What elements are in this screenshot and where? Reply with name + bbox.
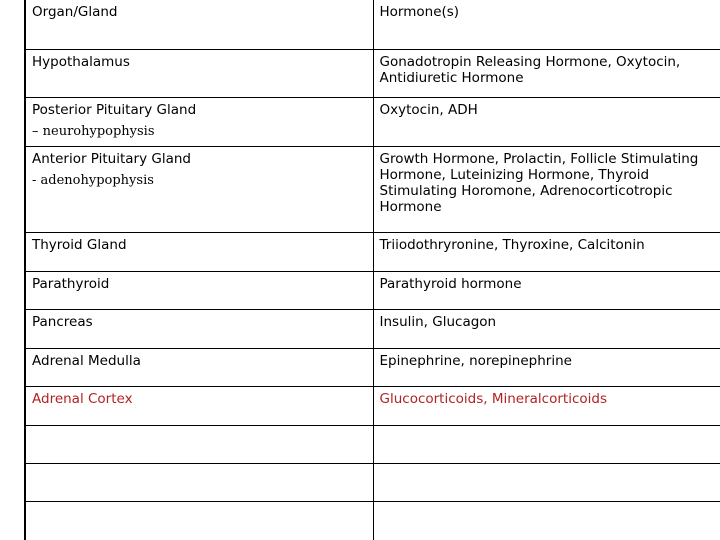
organ-cell bbox=[25, 147, 373, 233]
organ-name: Hypothalamus bbox=[32, 54, 130, 70]
table-row bbox=[25, 147, 720, 233]
organ-cell bbox=[25, 387, 373, 426]
organ-name: Pancreas bbox=[32, 314, 93, 330]
table-header-row bbox=[25, 0, 720, 50]
hormone-list: Oxytocin, ADH bbox=[379, 102, 478, 118]
table-row bbox=[25, 310, 720, 349]
hormone-list: Triiodothryronine, Thyroxine, Calcitonin bbox=[379, 237, 645, 253]
hormone-list: Parathyroid hormone bbox=[379, 276, 522, 292]
empty-cell bbox=[373, 464, 720, 502]
table-row bbox=[25, 233, 720, 272]
empty-row bbox=[25, 464, 720, 502]
empty-cell bbox=[25, 464, 373, 502]
hormone-cell bbox=[373, 387, 720, 426]
empty-cell bbox=[25, 502, 373, 540]
organ-cell bbox=[25, 233, 373, 272]
table-row-highlighted bbox=[25, 387, 720, 426]
header-organ-label: Organ/Gland bbox=[32, 4, 118, 20]
organ-subtitle: – neurohypophysis bbox=[32, 124, 155, 139]
organ-name: Posterior Pituitary Gland bbox=[32, 102, 197, 118]
organ-cell bbox=[25, 272, 373, 310]
hormone-cell bbox=[373, 272, 720, 310]
empty-row bbox=[25, 502, 720, 540]
table-row bbox=[25, 349, 720, 387]
organ-name: Anterior Pituitary Gland bbox=[32, 151, 191, 167]
table-row bbox=[25, 272, 720, 310]
organ-name: Thyroid Gland bbox=[32, 237, 127, 253]
organ-cell bbox=[25, 50, 373, 98]
organ-cell bbox=[25, 98, 373, 147]
hormone-list: Glucocorticoids, Mineralcorticoids bbox=[379, 391, 607, 407]
header-hormone-label: Hormone(s) bbox=[379, 4, 460, 20]
organ-hormone-table bbox=[24, 0, 720, 540]
organ-name: Adrenal Cortex bbox=[32, 391, 133, 407]
hormone-cell bbox=[373, 147, 720, 233]
organ-name: Adrenal Medulla bbox=[32, 353, 141, 369]
header-hormone-cell bbox=[373, 0, 720, 50]
empty-cell bbox=[373, 426, 720, 464]
organ-subtitle: - adenohypophysis bbox=[32, 173, 154, 188]
table-row bbox=[25, 50, 720, 98]
hormone-cell bbox=[373, 98, 720, 147]
hormone-cell bbox=[373, 233, 720, 272]
empty-row bbox=[25, 426, 720, 464]
hormone-list: Epinephrine, norepinephrine bbox=[379, 353, 572, 369]
organ-cell bbox=[25, 310, 373, 349]
empty-cell bbox=[25, 426, 373, 464]
hormone-list: Growth Hormone, Prolactin, Follicle Stimulating Hormone, Luteinizing Hormone, Thyroid Stimulating Horomone, Adrenocorticotropic Hormone bbox=[379, 151, 699, 215]
hormone-cell bbox=[373, 50, 720, 98]
empty-cell bbox=[373, 502, 720, 540]
hormone-cell bbox=[373, 310, 720, 349]
header-organ-cell bbox=[25, 0, 373, 50]
table-row bbox=[25, 98, 720, 147]
hormone-cell bbox=[373, 349, 720, 387]
hormone-list: Insulin, Glucagon bbox=[379, 314, 497, 330]
organ-cell bbox=[25, 349, 373, 387]
organ-name: Parathyroid bbox=[32, 276, 110, 292]
hormone-list: Gonadotropin Releasing Hormone, Oxytocin, Antidiuretic Hormone bbox=[379, 54, 681, 86]
